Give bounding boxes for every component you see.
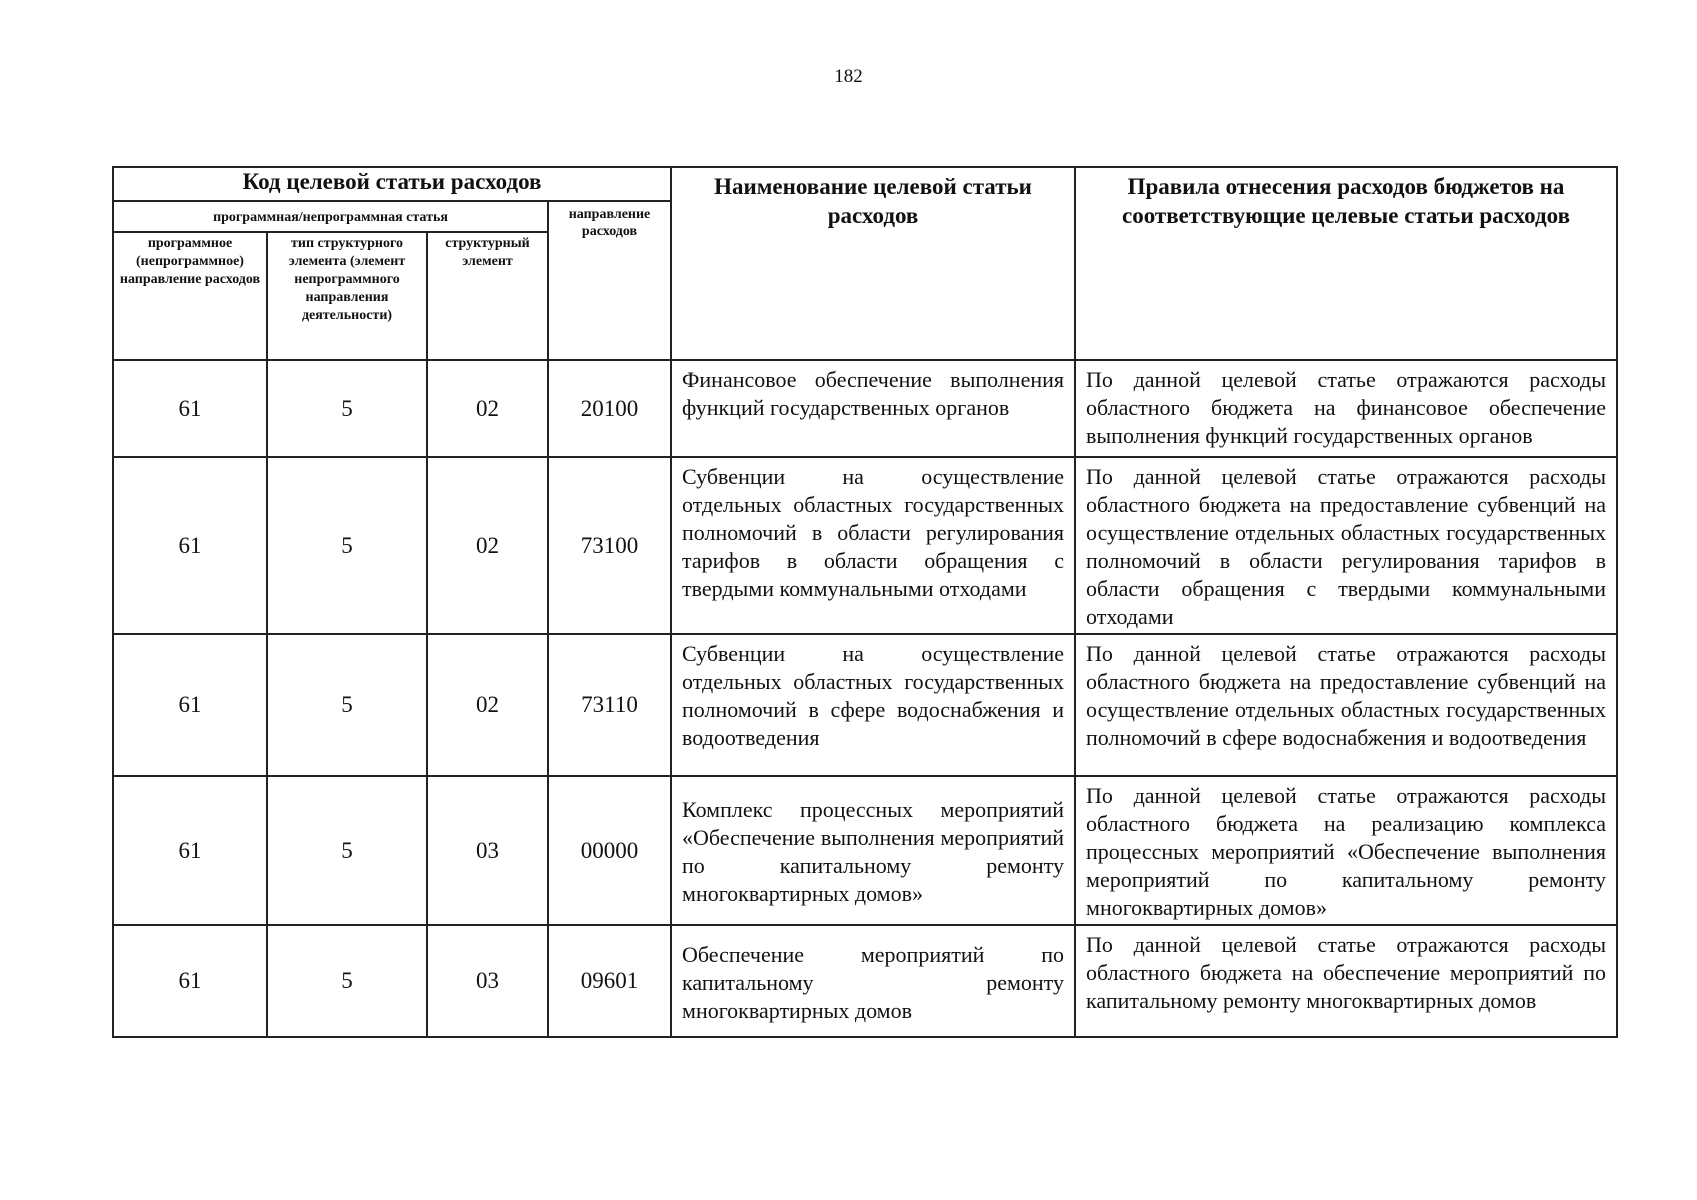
expense-name-cell: Обеспечение мероприятий по капитальному ремонту многоквартирных домов	[671, 925, 1075, 1037]
expense-rule-cell: По данной целевой статье отражаются расходы областного бюджета на предоставление субвенций на осуществление отдельных областных государственных полномочий в области регулирования тарифов в области обращения с твердыми коммунальными отходами	[1075, 457, 1617, 634]
expense-rule-cell: По данной целевой статье отражаются расходы областного бюджета на финансовое обеспечение выполнения функций государственных органов	[1075, 360, 1617, 457]
table-row	[113, 360, 1617, 457]
expense-name-cell: Субвенции на осуществление отдельных областных государственных полномочий в сфере водоснабжения и водоотведения	[671, 634, 1075, 776]
expense-rule-cell: По данной целевой статье отражаются расходы областного бюджета на реализацию комплекса процессных мероприятий «Обеспечение выполнения мероприятий по капитальному ремонту многоквартирных домов»	[1075, 776, 1617, 925]
program-code-cell: 61	[113, 360, 267, 457]
element-code-cell: 02	[427, 360, 548, 457]
header-program-group: программная/непрограммная статья	[113, 201, 548, 232]
header-structural-type: тип структурного элемента (элемент непрограммного направления деятельности)	[267, 232, 427, 360]
table-row	[113, 776, 1617, 925]
program-code-cell: 61	[113, 925, 267, 1037]
page-number: 182	[834, 66, 863, 87]
target-expense-table	[112, 166, 1618, 1038]
program-code-cell: 61	[113, 457, 267, 634]
direction-code-cell: 00000	[548, 776, 671, 925]
table-row	[113, 457, 1617, 634]
table-row	[113, 634, 1617, 776]
header-rules: Правила отнесения расходов бюджетов на соответствующие целевые статьи расходов	[1075, 167, 1617, 360]
header-program-direction: программное (непрограммное) направление расходов	[113, 232, 267, 360]
header-name: Наименование целевой статьи расходов	[671, 167, 1075, 360]
element-code-cell: 02	[427, 634, 548, 776]
element-code-cell: 03	[427, 776, 548, 925]
header-code-group: Код целевой статьи расходов	[113, 167, 671, 201]
type-code-cell: 5	[267, 457, 427, 634]
expense-name-cell: Финансовое обеспечение выполнения функций государственных органов	[671, 360, 1075, 457]
header-expense-direction: направление расходов	[548, 201, 671, 360]
program-code-cell: 61	[113, 634, 267, 776]
direction-code-cell: 20100	[548, 360, 671, 457]
program-code-cell: 61	[113, 776, 267, 925]
header-structural-element: структурный элемент	[427, 232, 548, 360]
type-code-cell: 5	[267, 360, 427, 457]
direction-code-cell: 73110	[548, 634, 671, 776]
element-code-cell: 02	[427, 457, 548, 634]
expense-name-cell: Комплекс процессных мероприятий «Обеспечение выполнения мероприятий по капитальному ремонту многоквартирных домов»	[671, 776, 1075, 925]
type-code-cell: 5	[267, 634, 427, 776]
expense-rule-cell: По данной целевой статье отражаются расходы областного бюджета на предоставление субвенций на осуществление отдельных областных государственных полномочий в сфере водоснабжения и водоотведения	[1075, 634, 1617, 776]
direction-code-cell: 09601	[548, 925, 671, 1037]
expense-name-cell: Субвенции на осуществление отдельных областных государственных полномочий в области регулирования тарифов в области обращения с твердыми коммунальными отходами	[671, 457, 1075, 634]
element-code-cell: 03	[427, 925, 548, 1037]
table-row	[113, 925, 1617, 1037]
direction-code-cell: 73100	[548, 457, 671, 634]
expense-rule-cell: По данной целевой статье отражаются расходы областного бюджета на обеспечение мероприятий по капитальному ремонту многоквартирных домов	[1075, 925, 1617, 1037]
type-code-cell: 5	[267, 776, 427, 925]
type-code-cell: 5	[267, 925, 427, 1037]
